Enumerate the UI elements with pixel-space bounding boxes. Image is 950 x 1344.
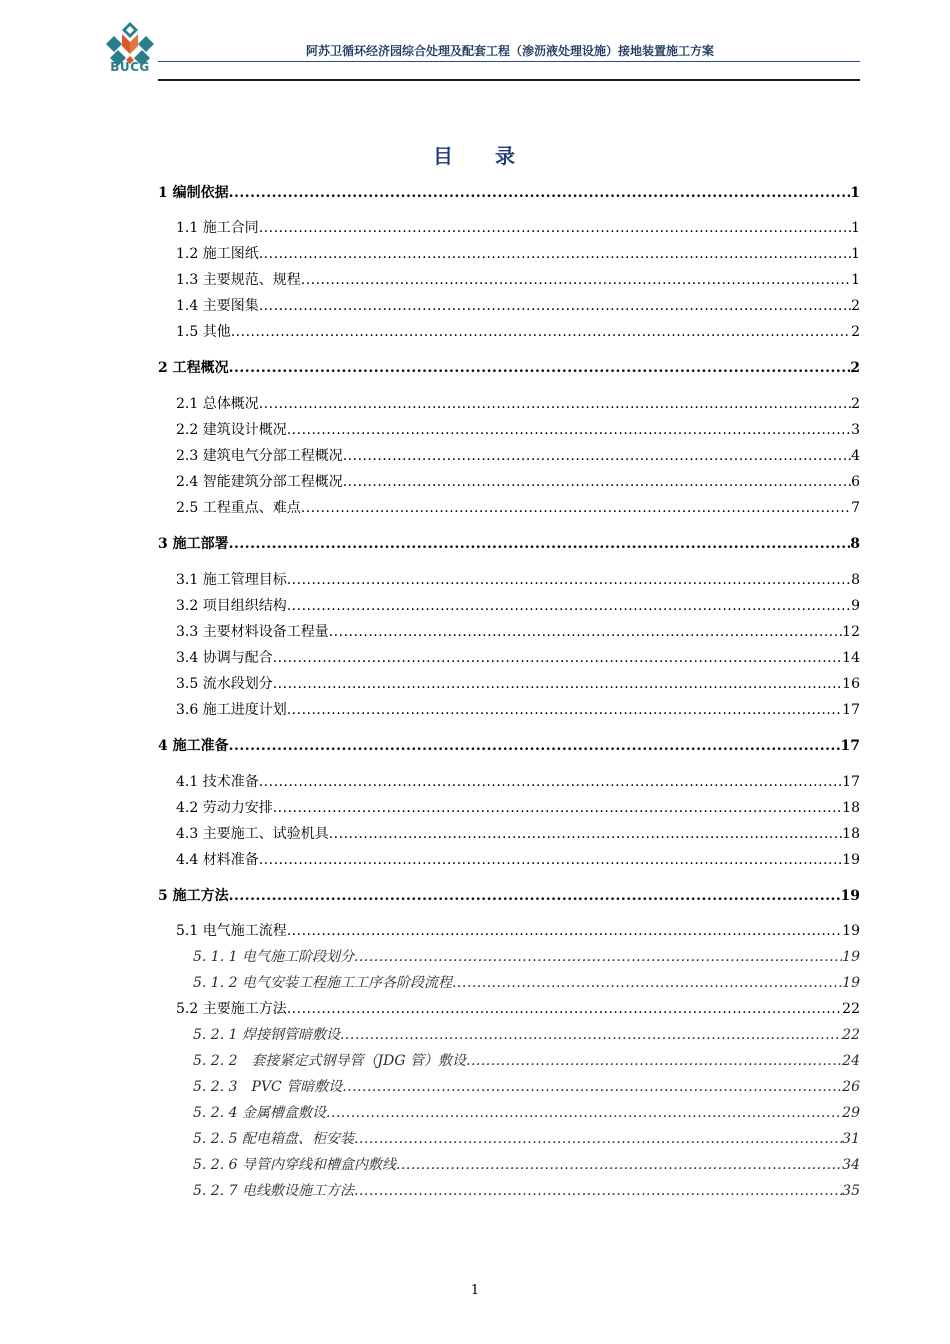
toc-entry[interactable]: 4.4 材料准备 ..... 19 bbox=[176, 851, 860, 869]
toc-entry[interactable]: 1.3 主要规范、规程 ..... 1 bbox=[176, 271, 860, 289]
toc-entry[interactable]: 1.2 施工图纸 ..... 1 bbox=[176, 245, 860, 263]
toc-entry[interactable]: 3.4 协调与配合 ..... 14 bbox=[176, 649, 860, 667]
toc-entry[interactable]: 5. 2. 6 导管内穿线和槽盒内敷线 ..... 34 bbox=[193, 1156, 860, 1174]
toc-entry[interactable]: 5. 1. 2 电气安装工程施工工序各阶段流程 ..... 19 bbox=[193, 974, 860, 992]
toc-entry[interactable]: 3.1 施工管理目标 ..... 8 bbox=[176, 571, 860, 589]
toc-entry[interactable]: 2.1 总体概况 ..... 2 bbox=[176, 395, 860, 413]
page-number: 1 bbox=[470, 1283, 480, 1298]
toc-entry[interactable]: 2 工程概况 ..... 2 bbox=[158, 359, 860, 377]
toc-entry[interactable]: 2.2 建筑设计概况 ..... 3 bbox=[176, 421, 860, 439]
toc-entry[interactable]: 1.5 其他 ..... 2 bbox=[176, 323, 860, 341]
toc-entry[interactable]: 5.2 主要施工方法 ..... 22 bbox=[176, 1000, 860, 1018]
toc-entry[interactable]: 3 施工部署 ..... 8 bbox=[158, 535, 860, 553]
toc-entry[interactable]: 5. 2. 5 配电箱盘、柜安装 ..... 31 bbox=[193, 1130, 860, 1148]
toc-entry[interactable]: 2.5 工程重点、难点 ..... 7 bbox=[176, 499, 860, 517]
logo-text: BUCG bbox=[110, 60, 150, 74]
toc-entry[interactable]: 2.4 智能建筑分部工程概况 ..... 6 bbox=[176, 473, 860, 491]
toc-title bbox=[0, 140, 950, 169]
toc-entry[interactable]: 2.3 建筑电气分部工程概况 ..... 4 bbox=[176, 447, 860, 465]
toc-entry[interactable]: 3.3 主要材料设备工程量 ..... 12 bbox=[176, 623, 860, 641]
toc-entry[interactable]: 4 施工准备 ..... 17 bbox=[158, 737, 860, 755]
toc-entry[interactable]: 5. 2. 4 金属槽盒敷设 ..... 29 bbox=[193, 1104, 860, 1122]
header-rule-thin bbox=[158, 61, 860, 62]
toc-entry[interactable]: 5. 2. 1 焊接钢管暗敷设 ..... 22 bbox=[193, 1026, 860, 1044]
toc-entry[interactable]: 3.6 施工进度计划 ..... 17 bbox=[176, 701, 860, 719]
toc-entry[interactable]: 4.2 劳动力安排 ..... 18 bbox=[176, 799, 860, 817]
toc-entry[interactable]: 1.1 施工合同 ..... 1 bbox=[176, 219, 860, 237]
toc-entry[interactable]: 5. 2. 2 套接紧定式钢导管（JDG 管）敷设 ..... 24 bbox=[193, 1052, 860, 1070]
toc-entry[interactable]: 1.4 主要图集 ..... 2 bbox=[176, 297, 860, 315]
toc-entry[interactable]: 4.1 技术准备 ..... 17 bbox=[176, 773, 860, 791]
toc-entry[interactable]: 5. 1. 1 电气施工阶段划分 ..... 19 bbox=[193, 948, 860, 966]
toc-entry[interactable]: 5. 2. 7 电线敷设施工方法 ..... 35 bbox=[193, 1182, 860, 1200]
toc-title-right: 录 bbox=[495, 144, 517, 168]
toc-entry[interactable]: 4.3 主要施工、试验机具 ..... 18 bbox=[176, 825, 860, 843]
toc-entry[interactable]: 5.1 电气施工流程 ..... 19 bbox=[176, 922, 860, 940]
toc-entry[interactable]: 5. 2. 3 PVC 管暗敷设 ..... 26 bbox=[193, 1078, 860, 1096]
document-header-title: 阿苏卫循环经济园综合处理及配套工程（渗沥液处理设施）接地装置施工方案 bbox=[305, 44, 714, 58]
toc-entry[interactable]: 3.2 项目组织结构 ..... 9 bbox=[176, 597, 860, 615]
toc-title-left: 目 bbox=[433, 144, 455, 168]
header-rule-thick bbox=[158, 79, 860, 81]
toc-entry[interactable]: 5 施工方法 ..... 19 bbox=[158, 887, 860, 905]
toc-entry[interactable]: 1 编制依据 ..... 1 bbox=[158, 184, 860, 202]
toc-entry[interactable]: 3.5 流水段划分 ..... 16 bbox=[176, 675, 860, 693]
